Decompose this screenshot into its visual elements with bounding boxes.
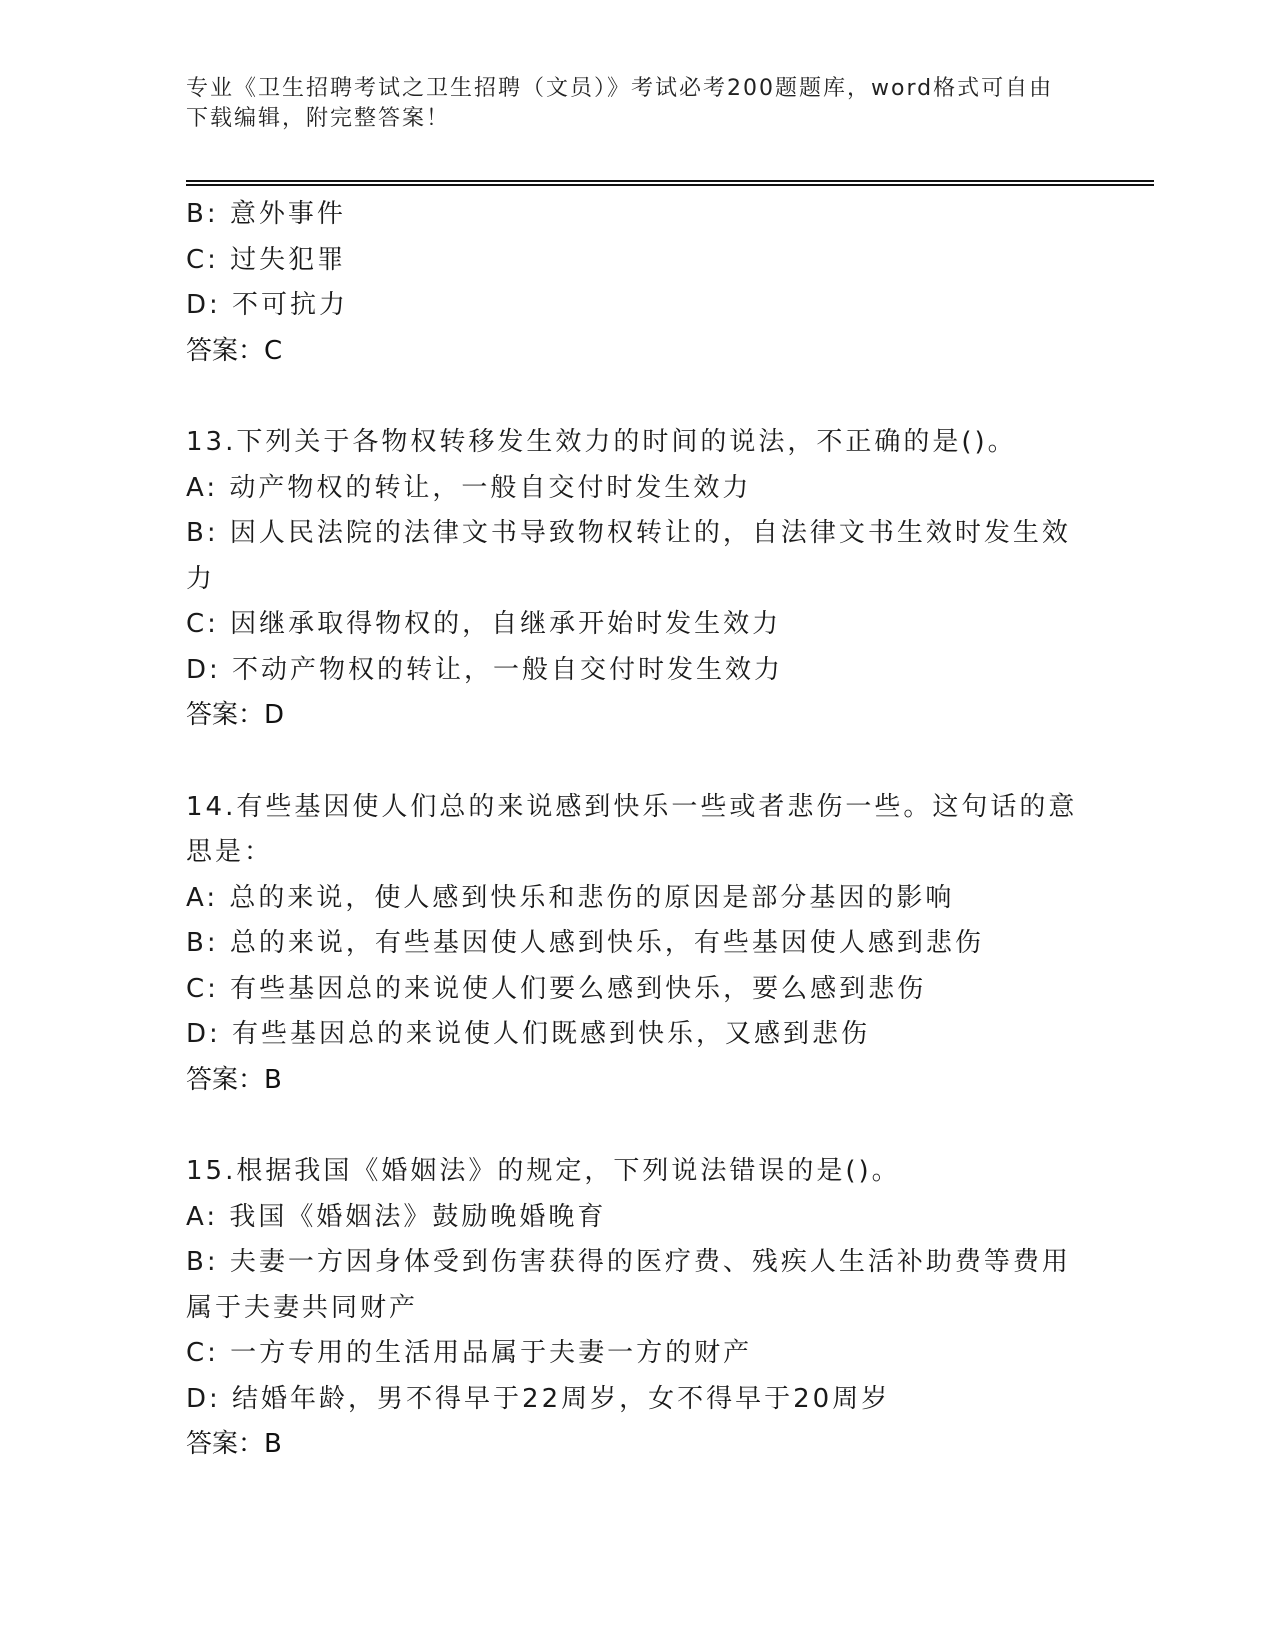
header-divider-bottom bbox=[186, 184, 1154, 186]
option-b: B: 夫妻一方因身体受到伤害获得的医疗费、残疾人生活补助费等费用属于夫妻共同财产 bbox=[186, 1247, 1071, 1323]
option-a: A: 总的来说，使人感到快乐和悲伤的原因是部分基因的影响 bbox=[186, 882, 955, 913]
option-d: D: 结婚年龄，男不得早于22周岁，女不得早于20周岁 bbox=[186, 1383, 891, 1414]
option-b: B: 总的来说，有些基因使人感到快乐，有些基因使人感到悲伤 bbox=[186, 928, 984, 958]
option-d: D: 不动产物权的转让，一般自交付时发生效力 bbox=[186, 654, 784, 685]
option-a: A: 动产物权的转让，一般自交付时发生效力 bbox=[186, 472, 752, 503]
option-c: C: 因继承取得物权的，自继承开始时发生效力 bbox=[186, 609, 782, 639]
header-divider-top bbox=[186, 180, 1154, 182]
answer-label: 答案：D bbox=[186, 700, 285, 730]
question-14-text: 14.有些基因使人们总的来说感到快乐一些或者悲伤一些。这句话的意思是： bbox=[186, 791, 1078, 867]
option-c: C: 一方专用的生活用品属于夫妻一方的财产 bbox=[186, 1338, 753, 1368]
spacer bbox=[186, 739, 1086, 785]
answer-label: 答案：B bbox=[186, 1064, 282, 1095]
option-b: B: 因人民法院的法律文书导致物权转让的，自法律文书生效时发生效力 bbox=[186, 518, 1071, 594]
answer-label: 答案：B bbox=[186, 1429, 282, 1459]
option-c: C: 有些基因总的来说使人们要么感到快乐，要么感到悲伤 bbox=[186, 973, 927, 1004]
question-13-text: 13.下列关于各物权转移发生效力的时间的说法，不正确的是()。 bbox=[186, 427, 1017, 457]
spacer bbox=[186, 374, 1086, 420]
option-d: D: 有些基因总的来说使人们既感到快乐，又感到悲伤 bbox=[186, 1019, 871, 1049]
document-header: 专业《卫生招聘考试之卫生招聘（文员）》考试必考200题题库，word格式可自由下载编辑，附完整答案！ bbox=[186, 76, 1054, 131]
option-b: B: 意外事件 bbox=[186, 199, 346, 229]
question-15-text: 15.根据我国《婚姻法》的规定，下列说法错误的是()。 bbox=[186, 1156, 901, 1186]
option-d: D: 不可抗力 bbox=[186, 290, 349, 320]
answer-label: 答案：C bbox=[186, 335, 283, 366]
spacer bbox=[186, 1103, 1086, 1149]
question-content bbox=[186, 192, 1086, 1468]
prev-question-block bbox=[186, 192, 1086, 374]
option-a: A: 我国《婚姻法》鼓励晚婚晚育 bbox=[186, 1201, 607, 1232]
question-13-block bbox=[186, 420, 1086, 739]
question-15-block bbox=[186, 1149, 1086, 1468]
option-c: C: 过失犯罪 bbox=[186, 244, 347, 275]
question-14-block bbox=[186, 785, 1086, 1104]
